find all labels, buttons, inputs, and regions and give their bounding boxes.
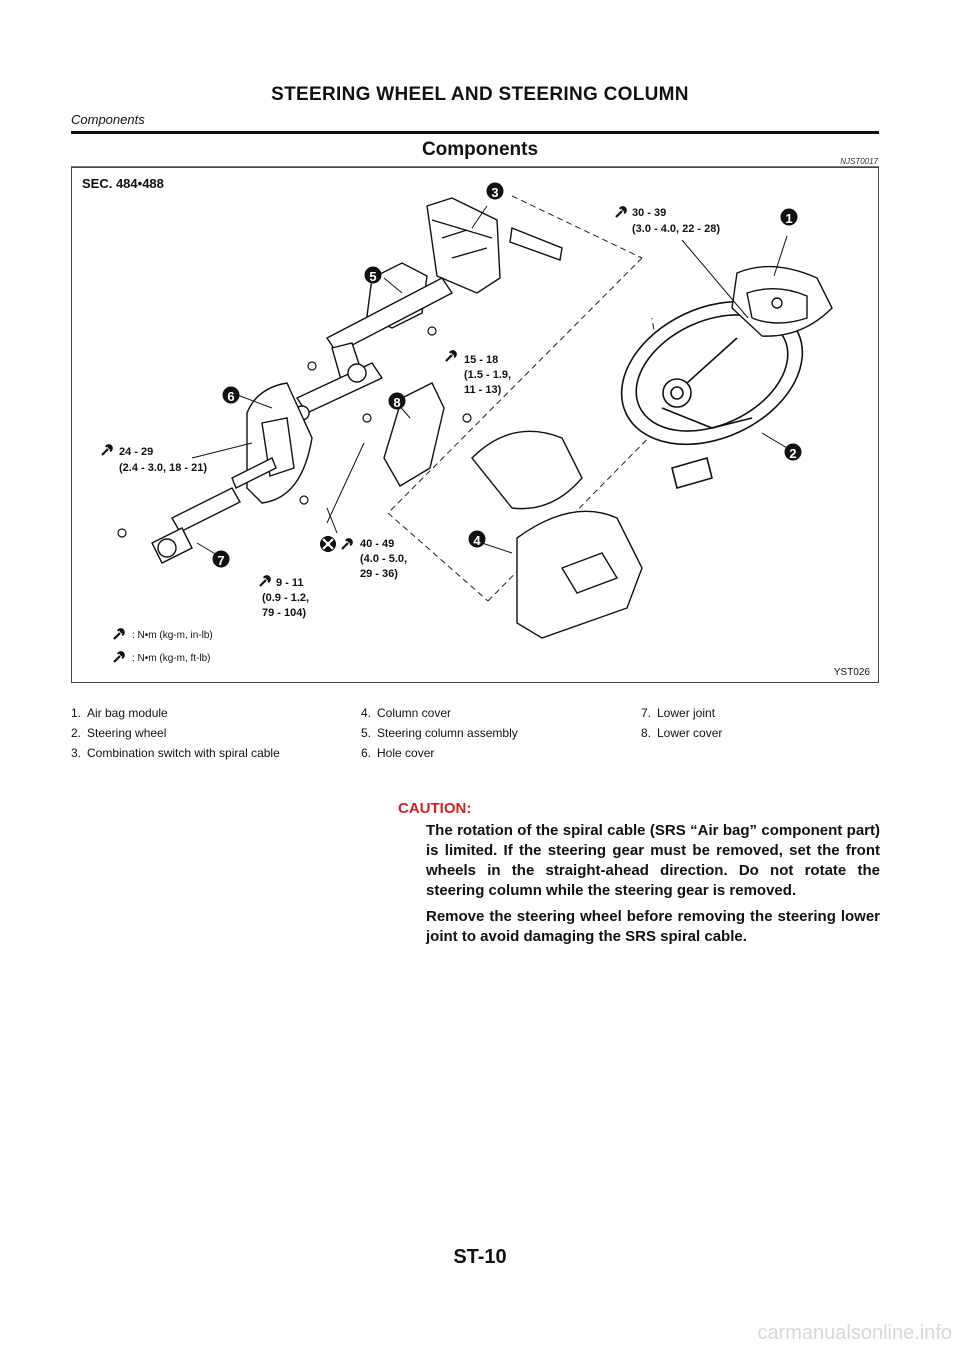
torque-spec-2 — [444, 349, 511, 396]
page-header-subtitle: Components — [71, 112, 145, 127]
svg-text:: N•m (kg-m, in-lb): : N•m (kg-m, in-lb) — [132, 630, 213, 641]
svg-text:2: 2 — [789, 446, 797, 461]
svg-text:7: 7 — [217, 553, 225, 568]
legend-item: 3. Combination switch with spiral cable — [71, 746, 280, 760]
svg-text:8: 8 — [393, 395, 401, 410]
svg-text:40 - 49: 40 - 49 — [360, 538, 395, 550]
torque-spec-3 — [100, 443, 207, 474]
svg-text:(3.0 - 4.0, 22 - 28): (3.0 - 4.0, 22 - 28) — [632, 223, 721, 235]
exploded-diagram — [72, 168, 878, 682]
legend-item: 4. Column cover — [361, 706, 452, 720]
replace-part-icon — [320, 536, 336, 552]
svg-text:11 - 13): 11 - 13) — [464, 384, 502, 396]
svg-text:29 - 36): 29 - 36) — [360, 568, 398, 580]
svg-text:(1.5 - 1.9,: (1.5 - 1.9, — [464, 369, 512, 381]
svg-text:3: 3 — [491, 185, 499, 200]
header-rule — [71, 131, 879, 134]
svg-text:4: 4 — [473, 533, 481, 548]
svg-text:79 - 104): 79 - 104) — [262, 607, 307, 619]
caution-label: CAUTION: — [398, 800, 472, 817]
legend-item: 1. Air bag module — [71, 706, 168, 720]
caution-paragraph-1: The rotation of the spiral cable (SRS “Air bag” component part) is limited. If the steering gear must be removed, set the front wheels in the straight-ahead direction. Do not rotate the steering column while the steering gear is removed. — [426, 822, 880, 899]
callout-4 — [469, 531, 486, 549]
section-code: NJST0017 — [840, 157, 878, 166]
legend-item: 7. Lower joint — [641, 706, 716, 720]
sec-label: SEC. 484•488 — [82, 176, 164, 191]
unit-key-ft-lb — [112, 650, 211, 664]
legend-item: 8. Lower cover — [641, 726, 723, 740]
torque-spec-4 — [320, 536, 407, 580]
svg-text:6: 6 — [227, 389, 235, 404]
torque-wrench-icon — [614, 205, 628, 219]
svg-text:1: 1 — [785, 211, 793, 226]
legend-item: 5. Steering column assembly — [361, 726, 518, 740]
torque-wrench-icon — [444, 349, 458, 363]
callout-2 — [785, 444, 802, 462]
callout-3 — [487, 183, 504, 201]
legend-item: 2. Steering wheel — [71, 726, 167, 740]
callout-6 — [223, 387, 240, 405]
svg-text:(2.4 - 3.0, 18 - 21): (2.4 - 3.0, 18 - 21) — [119, 462, 208, 474]
caution-block — [398, 800, 880, 953]
figure-code: YST026 — [833, 667, 870, 678]
caution-paragraph-2: Remove the steering wheel before removing the steering lower joint to avoid damaging the SRS spiral cable. — [426, 908, 880, 945]
torque-wrench-icon — [112, 627, 126, 641]
column-cover — [472, 431, 642, 638]
page-number: ST-10 — [453, 1246, 507, 1268]
torque-spec-1 — [614, 205, 720, 235]
components-figure — [71, 167, 879, 683]
torque-wrench-icon — [340, 537, 354, 551]
torque-wrench-icon — [258, 574, 272, 588]
svg-text:9 - 11: 9 - 11 — [276, 577, 304, 589]
svg-text:5: 5 — [369, 269, 377, 284]
svg-text:: N•m (kg-m, ft-lb): : N•m (kg-m, ft-lb) — [132, 653, 211, 664]
torque-wrench-icon — [112, 650, 126, 664]
unit-key-in-lb — [112, 627, 213, 641]
legend-item: 6. Hole cover — [361, 746, 435, 760]
page-header-title: STEERING WHEEL AND STEERING COLUMN — [271, 84, 689, 105]
callout-7 — [213, 551, 230, 569]
callout-1 — [781, 209, 798, 227]
svg-text:24 - 29: 24 - 29 — [119, 446, 154, 458]
svg-text:15 - 18: 15 - 18 — [464, 354, 499, 366]
torque-wrench-icon — [100, 443, 114, 457]
watermark: carmanualsonline.info — [757, 1322, 952, 1344]
svg-text:(4.0 - 5.0,: (4.0 - 5.0, — [360, 553, 408, 565]
svg-text:30 - 39: 30 - 39 — [632, 207, 667, 219]
section-title: Components — [421, 139, 539, 160]
torque-spec-5 — [258, 574, 309, 619]
svg-text:(0.9 - 1.2,: (0.9 - 1.2, — [262, 592, 310, 604]
